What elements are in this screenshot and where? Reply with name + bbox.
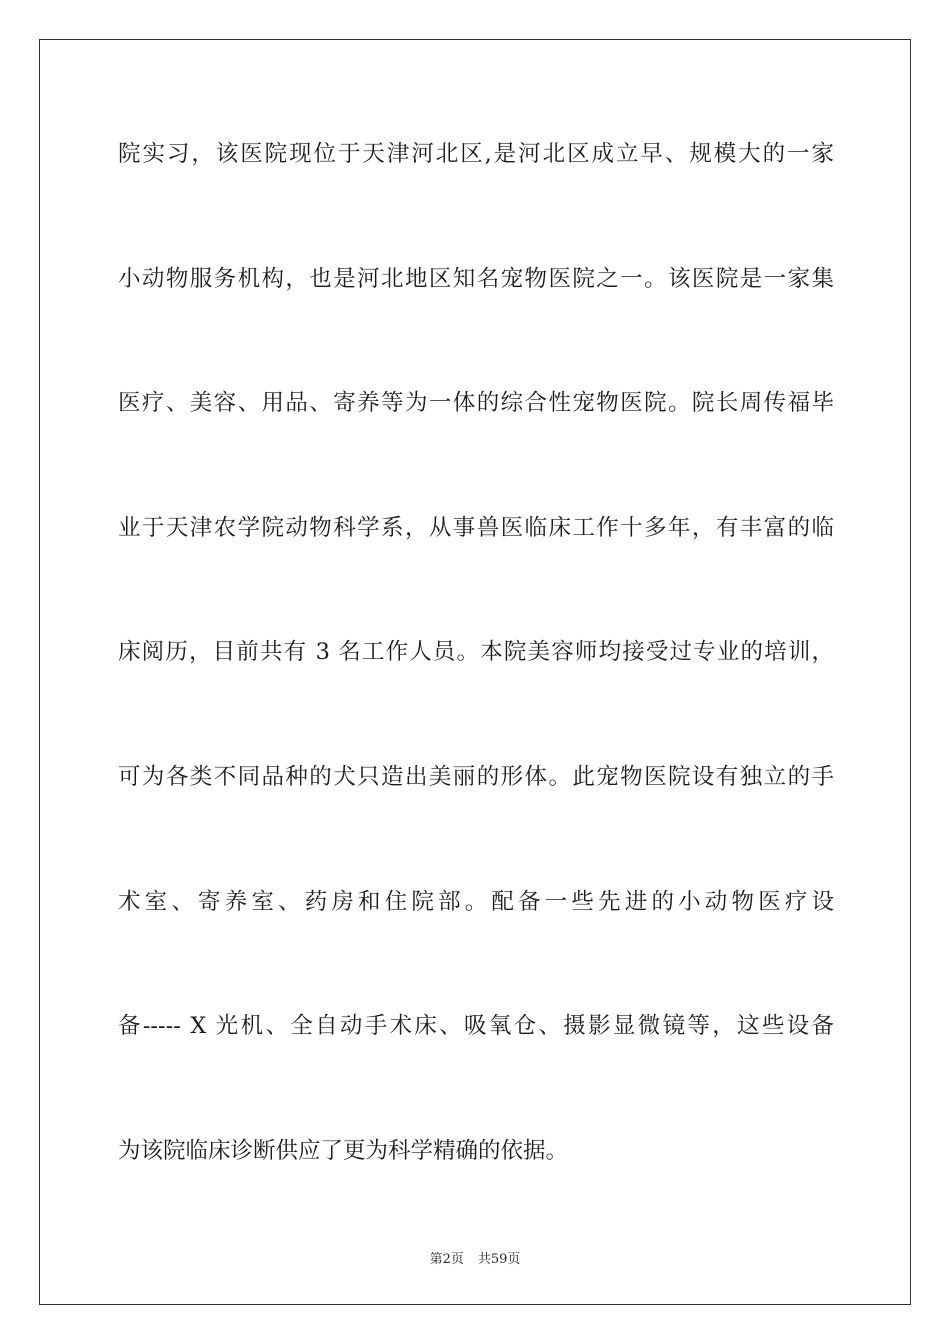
paragraph-line: 备----- X 光机、全自动手术床、吸氧仓、摄影显微镜等，这些设备 <box>118 1013 834 1040</box>
page-footer <box>0 1248 950 1267</box>
current-page-number: 第2页 <box>429 1252 464 1267</box>
paragraph-line: 术室、寄养室、药房和住院部。配备一些先进的小动物医疗设 <box>118 888 834 915</box>
document-body <box>118 128 834 1249</box>
paragraph-line: 业于天津农学院动物科学系，从事兽医临床工作十多年，有丰富的临 <box>118 514 834 541</box>
paragraph-line: 医疗、美容、用品、寄养等为一体的综合性宠物医院。院长周传福毕 <box>118 390 834 417</box>
paragraph-line: 小动物服务机构，也是河北地区知名宠物医院之一。该医院是一家集 <box>118 265 834 292</box>
paragraph-line: 院实习，该医院现位于天津河北区,是河北区成立早、规模大的一家 <box>118 141 834 167</box>
total-page-count: 共59页 <box>477 1252 521 1267</box>
paragraph-line: 可为各类不同品种的犬只造出美丽的形体。此宠物医院设有独立的手 <box>118 763 834 790</box>
paragraph-line: 床阅历，目前共有 3 名工作人员。本院美容师均接受过专业的培训， <box>118 639 834 666</box>
paragraph-line: 为该院临床诊断供应了更为科学精确的依据。 <box>118 1137 569 1164</box>
